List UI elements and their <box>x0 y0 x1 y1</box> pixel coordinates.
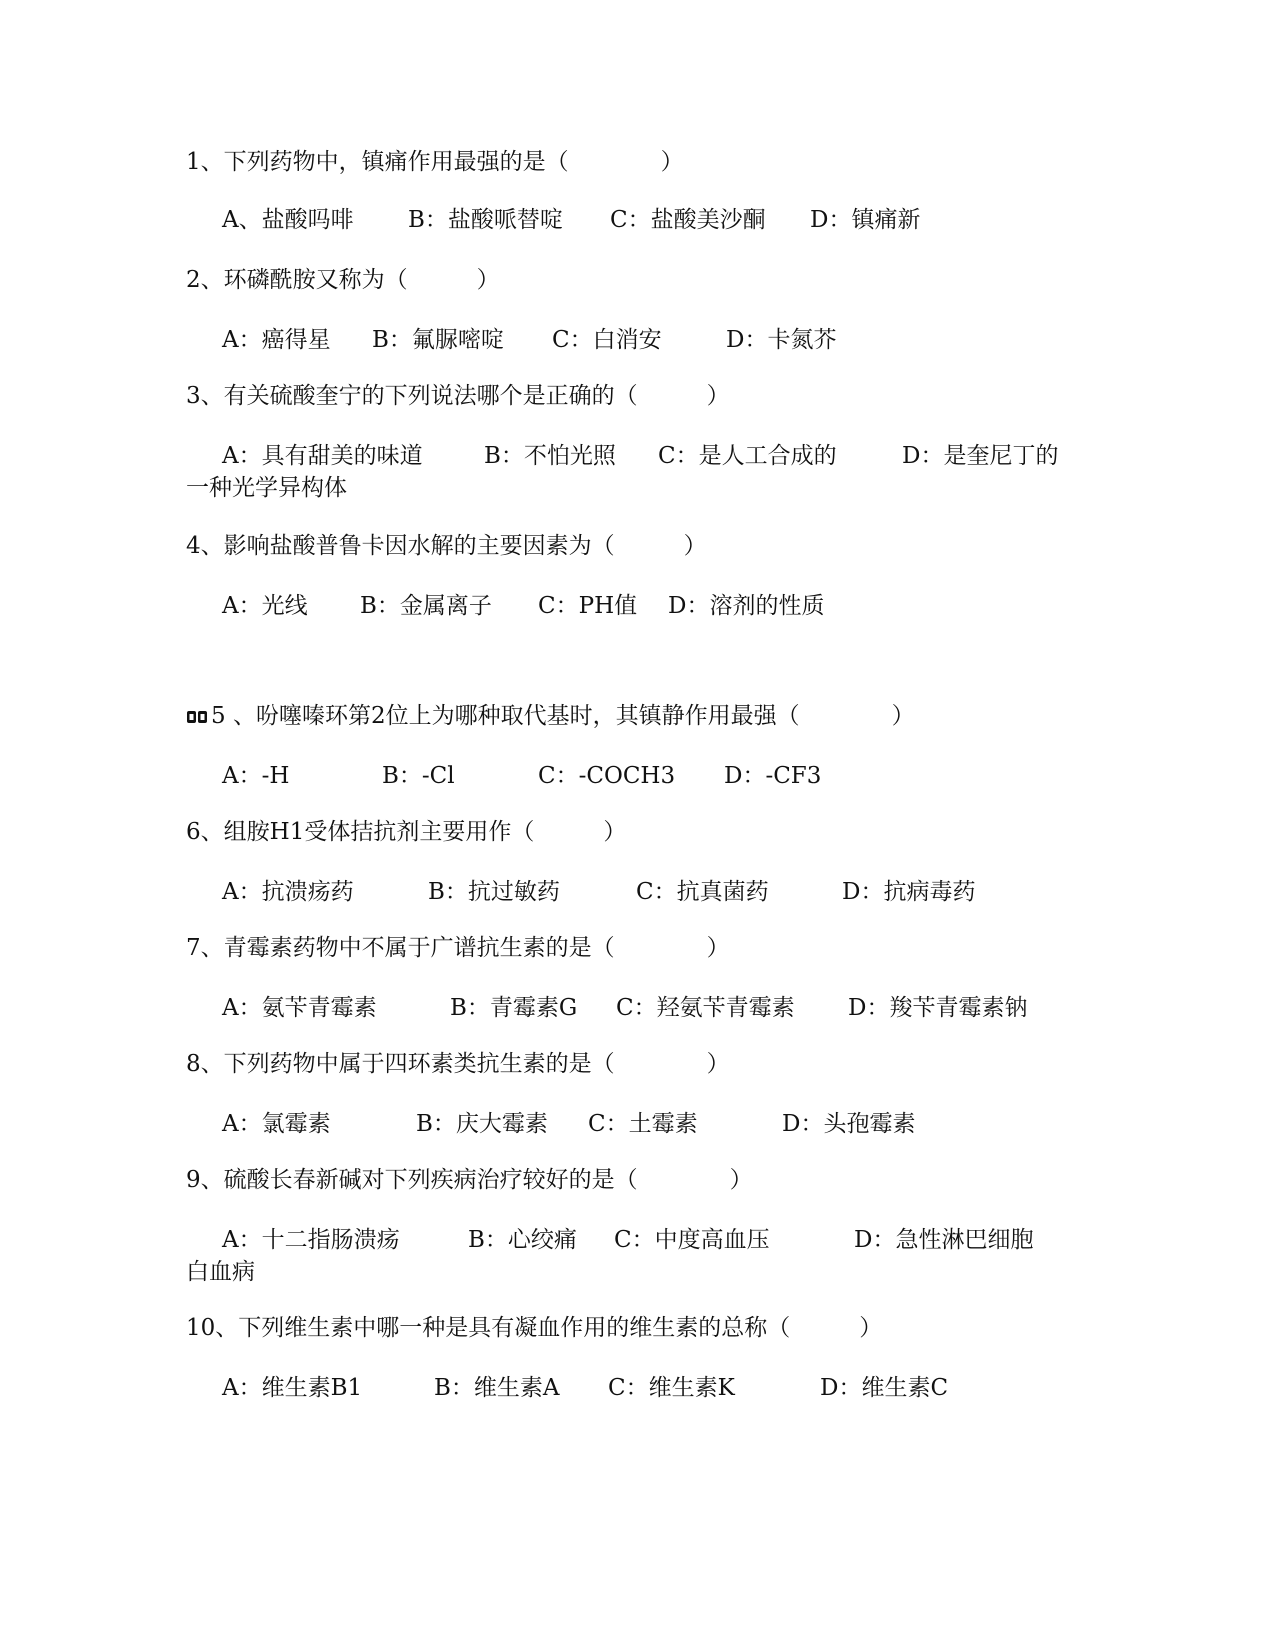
option-b: B：维生素A <box>434 1375 560 1401</box>
option-b: B：金属离子 <box>360 593 492 619</box>
option-d: D：是奎尼丁的 <box>902 443 1059 469</box>
option-b: B：抗过敏药 <box>428 879 560 905</box>
option-c: C：抗真菌药 <box>636 879 769 905</box>
option-c: C：PH值 <box>538 593 638 619</box>
question-10-options <box>222 1372 949 1564</box>
question-1-stem: 1、下列药物中，镇痛作用最强的是（ ） <box>186 149 684 175</box>
option-c: C：中度高血压 <box>614 1227 770 1253</box>
question-10-stem: 10、下列维生素中哪一种是具有凝血作用的维生素的总称（ ） <box>186 1315 883 1341</box>
option-a: A、盐酸吗啡 <box>222 207 354 233</box>
option-c: C：是人工合成的 <box>658 443 837 469</box>
option-c: C：盐酸美沙酮 <box>610 207 766 233</box>
option-b: B：不怕光照 <box>484 443 616 469</box>
option-a: A：十二指肠溃疡 <box>222 1227 400 1253</box>
option-a: A：氯霉素 <box>222 1111 331 1137</box>
option-b: B：心绞痛 <box>468 1227 577 1253</box>
option-c: C：土霉素 <box>588 1111 698 1137</box>
option-d: D：抗病毒药 <box>842 879 976 905</box>
question-7-stem: 7、青霉素药物中不属于广谱抗生素的是（ ） <box>186 935 730 961</box>
option-c: C：羟氨苄青霉素 <box>616 995 795 1021</box>
option-a: A：光线 <box>222 593 308 619</box>
question-3-stem: 3、有关硫酸奎宁的下列说法哪个是正确的（ ） <box>186 383 730 409</box>
option-a: A：氨苄青霉素 <box>222 995 377 1021</box>
option-d: D：卡氮芥 <box>726 327 837 353</box>
option-d: D：头孢霉素 <box>782 1111 916 1137</box>
option-a: A：-H <box>222 763 290 789</box>
option-b: B：氟脲嘧啶 <box>372 327 504 353</box>
question-4-stem: 4、影响盐酸普鲁卡因水解的主要因素为（ ） <box>186 533 707 559</box>
question-3-continuation: 一种光学异构体 <box>186 475 347 501</box>
option-b: B：庆大霉素 <box>416 1111 548 1137</box>
option-c: C：白消安 <box>552 327 662 353</box>
option-c: C：-COCH3 <box>538 763 676 789</box>
question-6-stem: 6、组胺H1受体拮抗剂主要用作（ ） <box>186 819 627 845</box>
option-d: D：羧苄青霉素钠 <box>848 995 1028 1021</box>
option-b: B：青霉素G <box>450 995 578 1021</box>
option-a: A：具有甜美的味道 <box>222 443 423 469</box>
question-9-stem: 9、硫酸长春新碱对下列疾病治疗较好的是（ ） <box>186 1167 753 1193</box>
option-b: B：盐酸哌替啶 <box>408 207 563 233</box>
option-d: D：维生素C <box>820 1375 949 1401</box>
question-5-stem-text: 5 、吩噻嗪环第2位上为哪种取代基时，其镇静作用最强（ ） <box>211 703 915 729</box>
option-a: A：维生素B1 <box>222 1375 363 1401</box>
option-a: A：抗溃疡药 <box>222 879 354 905</box>
option-d: D：溶剂的性质 <box>668 593 825 619</box>
question-8-stem: 8、下列药物中属于四环素类抗生素的是（ ） <box>186 1051 730 1077</box>
missing-glyph-icon <box>186 709 208 725</box>
option-d: D：镇痛新 <box>810 207 921 233</box>
question-9-continuation: 白血病 <box>186 1259 255 1285</box>
option-b: B：-Cl <box>382 763 455 789</box>
option-c: C：维生素K <box>608 1375 735 1401</box>
question-2-stem: 2、环磷酰胺又称为（ ） <box>186 267 500 293</box>
question-5-stem <box>186 700 915 732</box>
option-a: A：癌得星 <box>222 327 331 353</box>
option-d: D：-CF3 <box>724 763 822 789</box>
option-d: D：急性淋巴细胞 <box>854 1227 1034 1253</box>
